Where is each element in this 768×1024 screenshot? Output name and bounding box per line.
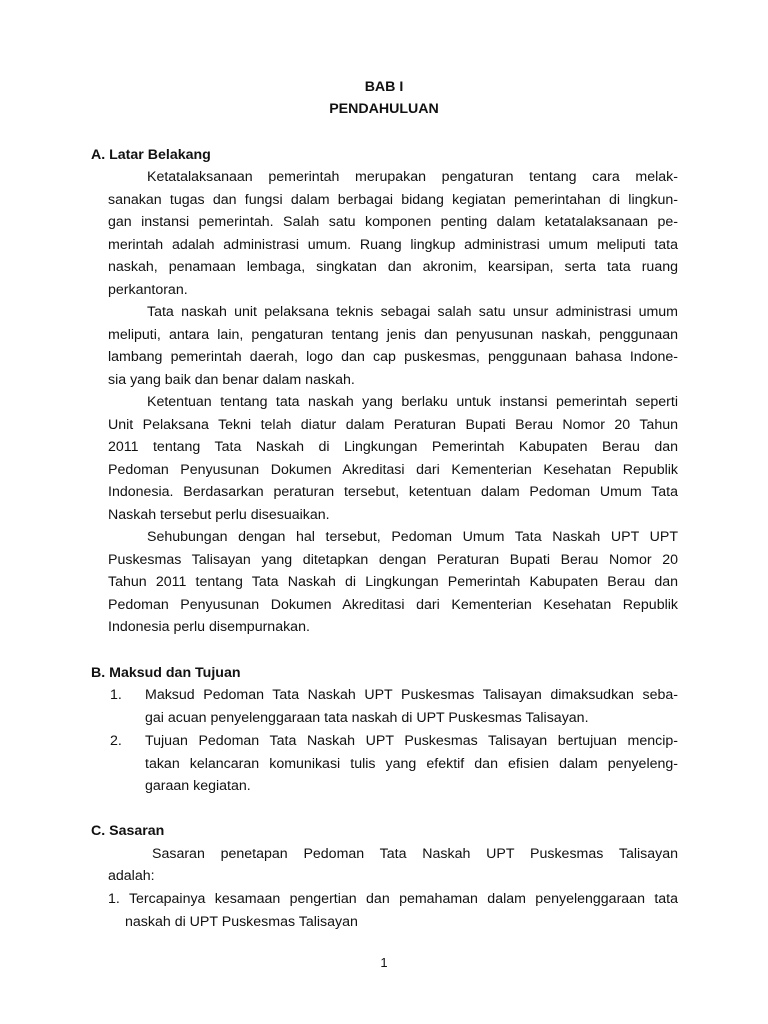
list-b-number-2: 2. [110, 733, 122, 749]
page-number: 1 [380, 955, 388, 970]
section-c-item-1-line-1: 1. Tercapainya kesamaan pengertian dan pemahaman dalam penyelenggaraan tata [108, 891, 678, 907]
para-a1-line-3: gan instansi pemerintah. Salah satu komponen penting dalam ketatalaksanaan pe- [108, 214, 678, 230]
list-b-number-1: 1. [110, 687, 122, 703]
section-c-intro-line-2: adalah: [108, 868, 155, 884]
section-c-heading: C. Sasaran [91, 823, 165, 839]
para-a2-line-4: sia yang baik dan benar dalam naskah. [108, 372, 355, 388]
para-a3-line-3: 2011 tentang Tata Naskah di Lingkungan Pemerintah Kabupaten Berau dan [108, 439, 678, 455]
para-a1-line-6: perkantoran. [108, 282, 188, 298]
section-a-heading: A. Latar Belakang [91, 147, 211, 163]
list-b-item-1-line-2: gai acuan penyelenggaraan tata naskah di UPT Puskesmas Talisayan. [145, 710, 589, 726]
para-a2-line-3: lambang pemerintah daerah, logo dan cap puskesmas, penggunaan bahasa Indone- [108, 349, 678, 365]
para-a2-line-1: Tata naskah unit pelaksana teknis sebagai salah satu unsur administrasi umum [147, 304, 678, 320]
para-a1-line-1: Ketatalaksanaan pemerintah merupakan pengaturan tentang cara melak- [147, 169, 678, 185]
para-a4-line-3: Tahun 2011 tentang Tata Naskah di Lingkungan Pemerintah Kabupaten Berau dan [108, 574, 678, 590]
section-c-intro-line-1: Sasaran penetapan Pedoman Tata Naskah UPT Puskesmas Talisayan [152, 846, 678, 862]
list-b-item-2-line-1: Tujuan Pedoman Tata Naskah UPT Puskesmas Talisayan bertujuan mencip- [145, 733, 678, 749]
chapter-number: BAB I [364, 79, 404, 95]
para-a4-line-5: Indonesia perlu disempurnakan. [108, 619, 310, 635]
list-b-item-1-line-1: Maksud Pedoman Tata Naskah UPT Puskesmas Talisayan dimaksudkan seba- [145, 687, 678, 703]
section-b-heading: B. Maksud dan Tujuan [91, 665, 241, 681]
para-a2-line-2: meliputi, antara lain, pengaturan tentang jenis dan penyusunan naskah, penggunaan [108, 327, 678, 343]
section-c-item-1-line-2: naskah di UPT Puskesmas Talisayan [125, 914, 358, 930]
para-a1-line-4: merintah adalah administrasi umum. Ruang lingkup administrasi umum meliputi tata [108, 237, 678, 253]
chapter-title: PENDAHULUAN [329, 101, 439, 117]
list-b-item-2-line-3: garaan kegiatan. [145, 778, 251, 794]
para-a4-line-2: Puskesmas Talisayan yang ditetapkan dengan Peraturan Bupati Berau Nomor 20 [108, 552, 678, 568]
para-a1-line-5: naskah, penamaan lembaga, singkatan dan akronim, kearsipan, serta tata ruang [108, 259, 678, 275]
list-b-item-2-line-2: takan kelancaran komunikasi tulis yang efektif dan efisien dalam penyeleng- [145, 756, 678, 772]
para-a3-line-1: Ketentuan tentang tata naskah yang berlaku untuk instansi pemerintah seperti [147, 394, 678, 410]
para-a3-line-4: Pedoman Penyusunan Dokumen Akreditasi dari Kementerian Kesehatan Republik [108, 462, 678, 478]
para-a3-line-5: Indonesia. Berdasarkan peraturan tersebut, ketentuan dalam Pedoman Umum Tata [108, 484, 678, 500]
para-a1-line-2: sanakan tugas dan fungsi dalam berbagai bidang kegiatan pemerintahan di lingkun- [108, 192, 678, 208]
para-a3-line-6: Naskah tersebut perlu disesuaikan. [108, 507, 330, 523]
para-a4-line-4: Pedoman Penyusunan Dokumen Akreditasi dari Kementerian Kesehatan Republik [108, 597, 678, 613]
para-a4-line-1: Sehubungan dengan hal tersebut, Pedoman Umum Tata Naskah UPT UPT [147, 529, 678, 545]
para-a3-line-2: Unit Pelaksana Tekni telah diatur dalam Peraturan Bupati Berau Nomor 20 Tahun [108, 417, 678, 433]
